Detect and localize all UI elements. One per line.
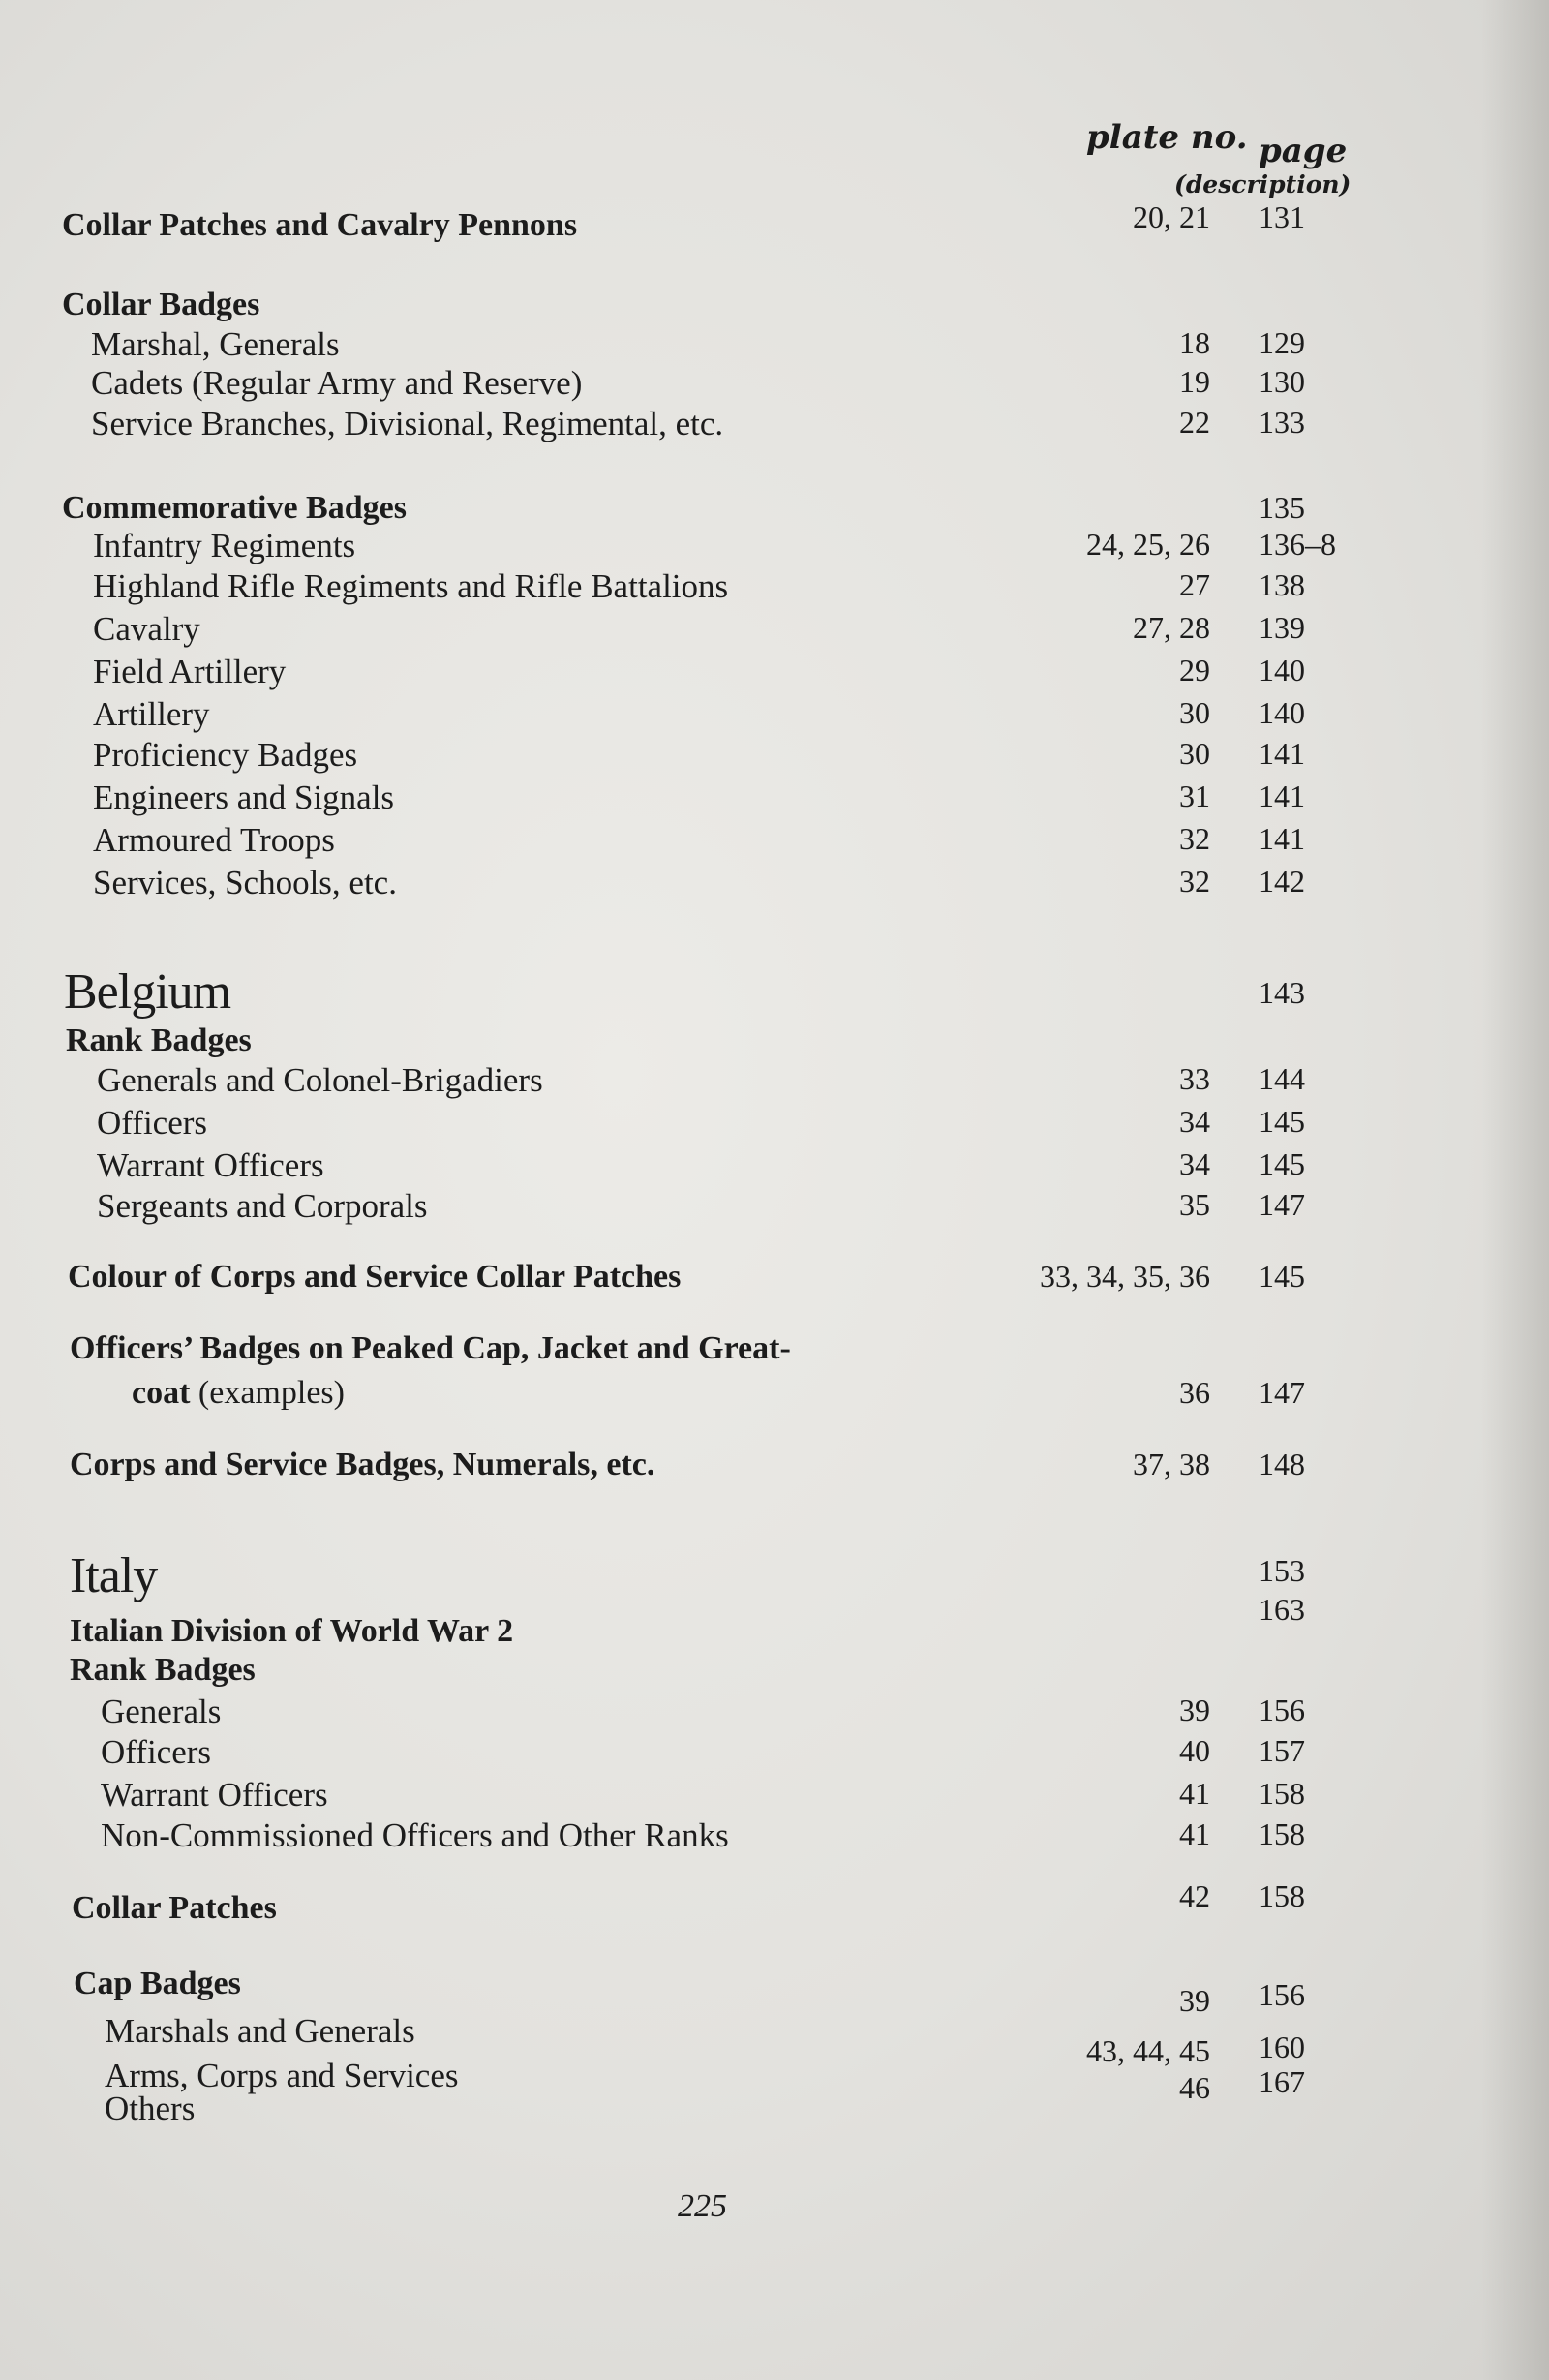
entry-label: Marshals and Generals (105, 2012, 415, 2050)
entry-label: Officers’ Badges on Peaked Cap, Jacket and Great- (70, 1330, 791, 1366)
page-number: 157 (1259, 1733, 1305, 1768)
plate-number: 34 (1179, 1146, 1210, 1181)
entry-label: Rank Badges (70, 1652, 256, 1688)
index-entry (0, 527, 1549, 569)
entry-label-note: (examples) (190, 1375, 345, 1411)
plate-number: 19 (1179, 364, 1210, 399)
entry-label: Rank Badges (66, 1022, 252, 1058)
plate-number: 42 (1179, 1878, 1210, 1913)
entry-label: Non-Commissioned Officers and Other Ranks (101, 1816, 729, 1854)
entry-label: Collar Patches and Cavalry Pennons (62, 207, 578, 243)
entry-label: Collar Badges (62, 287, 260, 322)
page-number: 143 (1259, 975, 1305, 1010)
index-entry (0, 1878, 1549, 1933)
plate-number: 43, 44, 45 (1086, 2033, 1210, 2068)
index-entry (0, 610, 1549, 653)
plate-number: 40 (1179, 1733, 1210, 1768)
entry-label: Cavalry (93, 610, 200, 648)
index-entry (0, 778, 1549, 821)
plate-number: 41 (1179, 1816, 1210, 1851)
column-header-plate: plate no. (1086, 118, 1248, 157)
entry-label: Corps and Service Badges, Numerals, etc. (70, 1447, 655, 1482)
entry-label: Generals and Colonel-Brigadiers (97, 1061, 543, 1099)
plate-number: 27 (1179, 567, 1210, 602)
plate-number: 24, 25, 26 (1086, 527, 1210, 562)
entry-label: Warrant Officers (101, 1776, 328, 1814)
page-number: 142 (1259, 864, 1305, 899)
index-entry (0, 1816, 1549, 1859)
page-number: 139 (1259, 610, 1305, 645)
index-entry (0, 1146, 1549, 1189)
entry-label: Engineers and Signals (93, 778, 395, 816)
page-number: 147 (1259, 1187, 1305, 1222)
plate-number: 29 (1179, 653, 1210, 687)
plate-number: 31 (1179, 778, 1210, 813)
page-number: 131 (1259, 199, 1305, 234)
index-entry (0, 405, 1549, 447)
entry-label-main: coat (132, 1375, 191, 1411)
plate-number: 46 (1179, 2070, 1210, 2105)
page-number: 140 (1259, 695, 1305, 730)
index-entry (0, 199, 1549, 242)
page-number: 144 (1259, 1061, 1305, 1096)
index-entry (0, 821, 1549, 864)
index-entry (0, 1187, 1549, 1230)
plate-number: 30 (1179, 736, 1210, 771)
index-entry (0, 1776, 1549, 1818)
entry-label: Commemorative Badges (62, 490, 407, 526)
entry-label: Officers (101, 1733, 212, 1771)
index-entry (0, 1259, 1549, 1301)
page-number: 141 (1259, 778, 1305, 813)
page-number: 141 (1259, 821, 1305, 856)
page-number: 156 (1259, 1693, 1305, 1727)
index-entry (0, 864, 1549, 906)
index-entry (0, 1061, 1549, 1104)
page-number: 136–8 (1259, 527, 1336, 562)
entry-label: Arms, Corps and Services (105, 2057, 459, 2094)
index-entry (0, 325, 1549, 368)
index-entry (0, 695, 1549, 738)
index-entry (0, 1375, 1549, 1418)
plate-number: 30 (1179, 695, 1210, 730)
page-number: 145 (1259, 1104, 1305, 1139)
index-entry (0, 1447, 1549, 1489)
entry-label: Artillery (93, 695, 210, 733)
entry-label: Colour of Corps and Service Collar Patches (68, 1259, 682, 1295)
page-number: 145 (1259, 1146, 1305, 1181)
entry-label: Others (105, 2090, 196, 2127)
page-number: 138 (1259, 567, 1305, 602)
plate-number: 41 (1179, 1776, 1210, 1811)
page-number: 145 (1259, 1259, 1305, 1294)
entry-label: Services, Schools, etc. (93, 864, 397, 901)
plate-number: 22 (1179, 405, 1210, 440)
plate-number: 20, 21 (1133, 199, 1210, 234)
entry-label: Cadets (Regular Army and Reserve) (91, 364, 583, 402)
page-number: 163 (1259, 1592, 1305, 1627)
plate-number: 18 (1179, 325, 1210, 360)
page-number-footer: 225 (678, 2188, 727, 2224)
page-number: 130 (1259, 364, 1305, 399)
plate-number: 35 (1179, 1187, 1210, 1222)
page-number: 129 (1259, 325, 1305, 360)
page-number: 147 (1259, 1375, 1305, 1410)
plate-number: 33 (1179, 1061, 1210, 1096)
index-entry (0, 1022, 1549, 1065)
page-number: 135 (1259, 490, 1305, 525)
page-number: 153 (1259, 1553, 1305, 1588)
page-number: 158 (1259, 1878, 1305, 1913)
page-number: 158 (1259, 1776, 1305, 1811)
column-header-page-sub: (description) (1174, 170, 1352, 198)
entry-label: Sergeants and Corporals (97, 1187, 428, 1225)
index-entry (0, 364, 1549, 407)
entry-label: Generals (101, 1693, 222, 1730)
plate-number: 32 (1179, 821, 1210, 856)
index-entry (0, 1104, 1549, 1146)
entry-label: Marshal, Generals (91, 325, 340, 363)
index-entry (0, 567, 1549, 610)
country-heading: Italy (70, 1548, 158, 1603)
index-entry (0, 1613, 1549, 1656)
country-heading: Belgium (64, 964, 231, 1020)
page-number: 148 (1259, 1447, 1305, 1481)
entry-label: Infantry Regiments (93, 527, 356, 564)
plate-number: 34 (1179, 1104, 1210, 1139)
column-header-page: page (1259, 132, 1348, 170)
index-entry (0, 1330, 1549, 1373)
page-number: 141 (1259, 736, 1305, 771)
index-entry (0, 1733, 1549, 1776)
plate-number: 39 (1179, 1693, 1210, 1727)
plate-number: 27, 28 (1133, 610, 1210, 645)
entry-label (132, 1375, 345, 1412)
page-number: 158 (1259, 1816, 1305, 1851)
plate-number: 36 (1179, 1375, 1210, 1410)
index-entry (0, 1652, 1549, 1694)
entry-label: Cap Badges (74, 1966, 241, 2001)
page-number: 160 (1259, 2029, 1305, 2064)
entry-label: Warrant Officers (97, 1146, 324, 1184)
index-entry (0, 1966, 1549, 2008)
plate-number: 33, 34, 35, 36 (1040, 1259, 1210, 1294)
plate-number: 39 (1179, 1983, 1210, 2018)
entry-label: Proficiency Badges (93, 736, 358, 774)
plate-number: 32 (1179, 864, 1210, 899)
entry-label: Service Branches, Divisional, Regimental, etc. (91, 405, 724, 442)
index-entry (0, 1693, 1549, 1735)
page-number: 167 (1259, 2064, 1305, 2099)
page-number: 156 (1259, 1977, 1305, 2012)
index-entry (0, 963, 1549, 1031)
entry-label: Italian Division of World War 2 (70, 1613, 514, 1649)
entry-label: Highland Rifle Regiments and Rifle Battalions (93, 567, 729, 605)
page-number: 140 (1259, 653, 1305, 687)
page-number: 133 (1259, 405, 1305, 440)
index-entry (0, 653, 1549, 695)
entry-label: Collar Patches (72, 1890, 277, 1926)
plate-number: 37, 38 (1133, 1447, 1210, 1481)
index-entry (0, 287, 1549, 329)
index-entry (0, 736, 1549, 778)
entry-label: Officers (97, 1104, 208, 1142)
entry-label: Field Artillery (93, 653, 287, 690)
entry-label: Armoured Troops (93, 821, 335, 859)
